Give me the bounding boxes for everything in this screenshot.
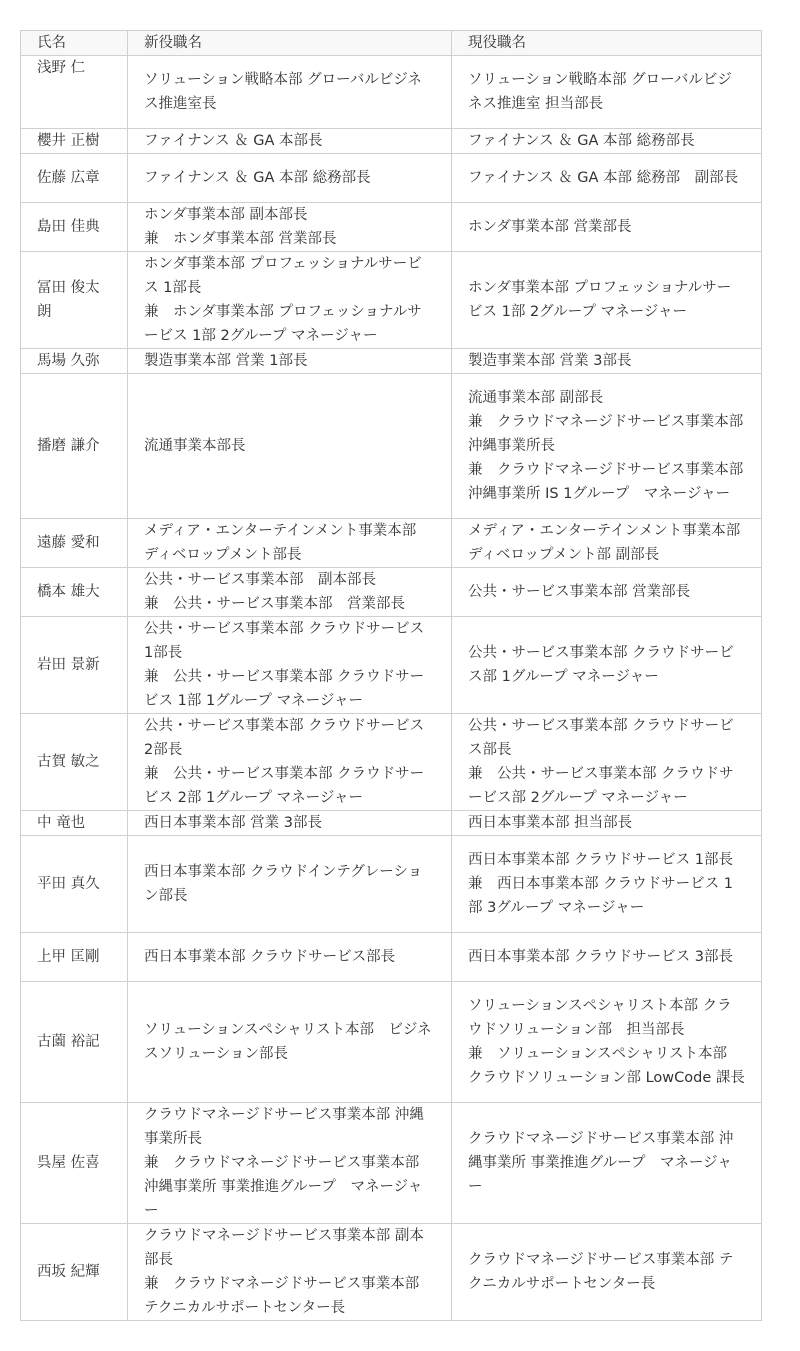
table-row [21, 617, 762, 714]
employee-name-cell: 平田 真久 [21, 836, 128, 933]
new-title-cell: 公共・サービス事業本部 クラウドサービス 2部長 兼 公共・サービス事業本部 クラウドサービス 2部 1グループ マネージャー [128, 714, 452, 811]
employee-name-cell: 馬場 久弥 [21, 349, 128, 374]
employee-name-cell: 冨田 俊太朗 [21, 252, 128, 349]
table-row [21, 811, 762, 836]
table-row [21, 349, 762, 374]
table-row [21, 982, 762, 1103]
employee-name-cell: 播磨 謙介 [21, 374, 128, 519]
new-title-cell: ソリューションスペシャリスト本部 ビジネスソリューション部長 [128, 982, 452, 1103]
new-title-cell: ホンダ事業本部 副本部長 兼 ホンダ事業本部 営業部長 [128, 203, 452, 252]
table-row [21, 519, 762, 568]
current-title-cell: 公共・サービス事業本部 クラウドサービス部長 兼 公共・サービス事業本部 クラウドサービス部 2グループ マネージャー [452, 714, 762, 811]
header-current-title: 現役職名 [452, 31, 762, 56]
new-title-cell: ソリューション戦略本部 グローバルビジネス推進室長 [128, 56, 452, 129]
table-row [21, 374, 762, 519]
header-row [21, 31, 762, 56]
current-title-cell: ホンダ事業本部 営業部長 [452, 203, 762, 252]
table-row [21, 1103, 762, 1224]
new-title-cell: ファイナンス ＆ GA 本部長 [128, 129, 452, 154]
personnel-table [20, 30, 762, 1321]
current-title-cell: 流通事業本部 副部長 兼 クラウドマネージドサービス事業本部 沖縄事業所長 兼 クラウドマネージドサービス事業本部 沖縄事業所 IS 1グループ マネージャー [452, 374, 762, 519]
employee-name-cell: 櫻井 正樹 [21, 129, 128, 154]
current-title-cell: 西日本事業本部 担当部長 [452, 811, 762, 836]
employee-name-cell: 古薗 裕記 [21, 982, 128, 1103]
new-title-cell: 公共・サービス事業本部 クラウドサービス 1部長 兼 公共・サービス事業本部 クラウドサービス 1部 1グループ マネージャー [128, 617, 452, 714]
employee-name-cell: 遠藤 愛和 [21, 519, 128, 568]
current-title-cell: ファイナンス ＆ GA 本部 総務部長 [452, 129, 762, 154]
new-title-cell: 西日本事業本部 営業 3部長 [128, 811, 452, 836]
table-row [21, 56, 762, 129]
current-title-cell: ソリューション戦略本部 グローバルビジネス推進室 担当部長 [452, 56, 762, 129]
new-title-cell: クラウドマネージドサービス事業本部 副本部長 兼 クラウドマネージドサービス事業本部 テクニカルサポートセンター長 [128, 1224, 452, 1321]
table-row [21, 1224, 762, 1321]
new-title-cell: 西日本事業本部 クラウドインテグレーション部長 [128, 836, 452, 933]
employee-name-cell: 橋本 雄大 [21, 568, 128, 617]
current-title-cell: 西日本事業本部 クラウドサービス 3部長 [452, 933, 762, 982]
employee-name-cell: 上甲 匡剛 [21, 933, 128, 982]
table-row [21, 568, 762, 617]
current-title-cell: メディア・エンターテインメント事業本部 ディベロップメント部 副部長 [452, 519, 762, 568]
current-title-cell: クラウドマネージドサービス事業本部 テクニカルサポートセンター長 [452, 1224, 762, 1321]
current-title-cell: クラウドマネージドサービス事業本部 沖縄事業所 事業推進グループ マネージャー [452, 1103, 762, 1224]
table-row [21, 154, 762, 203]
table-row [21, 203, 762, 252]
table-row [21, 252, 762, 349]
employee-name-cell: 岩田 景新 [21, 617, 128, 714]
employee-name-cell: 浅野 仁 [21, 56, 128, 129]
new-title-cell: 公共・サービス事業本部 副本部長 兼 公共・サービス事業本部 営業部長 [128, 568, 452, 617]
new-title-cell: メディア・エンターテインメント事業本部 ディベロップメント部長 [128, 519, 452, 568]
header-new-title: 新役職名 [128, 31, 452, 56]
new-title-cell: 西日本事業本部 クラウドサービス部長 [128, 933, 452, 982]
table-row [21, 836, 762, 933]
employee-name-cell: 佐藤 広章 [21, 154, 128, 203]
table-row [21, 129, 762, 154]
employee-name-cell: 島田 佳典 [21, 203, 128, 252]
current-title-cell: 公共・サービス事業本部 クラウドサービス部 1グループ マネージャー [452, 617, 762, 714]
current-title-cell: 公共・サービス事業本部 営業部長 [452, 568, 762, 617]
new-title-cell: 流通事業本部長 [128, 374, 452, 519]
employee-name-cell: 西坂 紀輝 [21, 1224, 128, 1321]
current-title-cell: ソリューションスペシャリスト本部 クラウドソリューション部 担当部長 兼 ソリューションスペシャリスト本部 クラウドソリューション部 LowCode 課長 [452, 982, 762, 1103]
current-title-cell: ファイナンス ＆ GA 本部 総務部 副部長 [452, 154, 762, 203]
current-title-cell: 西日本事業本部 クラウドサービス 1部長 兼 西日本事業本部 クラウドサービス 1部 3グループ マネージャー [452, 836, 762, 933]
employee-name-cell: 中 竜也 [21, 811, 128, 836]
new-title-cell: ファイナンス ＆ GA 本部 総務部長 [128, 154, 452, 203]
employee-name-cell: 呉屋 佐喜 [21, 1103, 128, 1224]
table-row [21, 714, 762, 811]
current-title-cell: 製造事業本部 営業 3部長 [452, 349, 762, 374]
current-title-cell: ホンダ事業本部 プロフェッショナルサービス 1部 2グループ マネージャー [452, 252, 762, 349]
header-name: 氏名 [21, 31, 128, 56]
employee-name-cell: 古賀 敏之 [21, 714, 128, 811]
new-title-cell: ホンダ事業本部 プロフェッショナルサービス 1部長 兼 ホンダ事業本部 プロフェッショナルサービス 1部 2グループ マネージャー [128, 252, 452, 349]
new-title-cell: クラウドマネージドサービス事業本部 沖縄事業所長 兼 クラウドマネージドサービス事業本部 沖縄事業所 事業推進グループ マネージャー [128, 1103, 452, 1224]
new-title-cell: 製造事業本部 営業 1部長 [128, 349, 452, 374]
table-row [21, 933, 762, 982]
